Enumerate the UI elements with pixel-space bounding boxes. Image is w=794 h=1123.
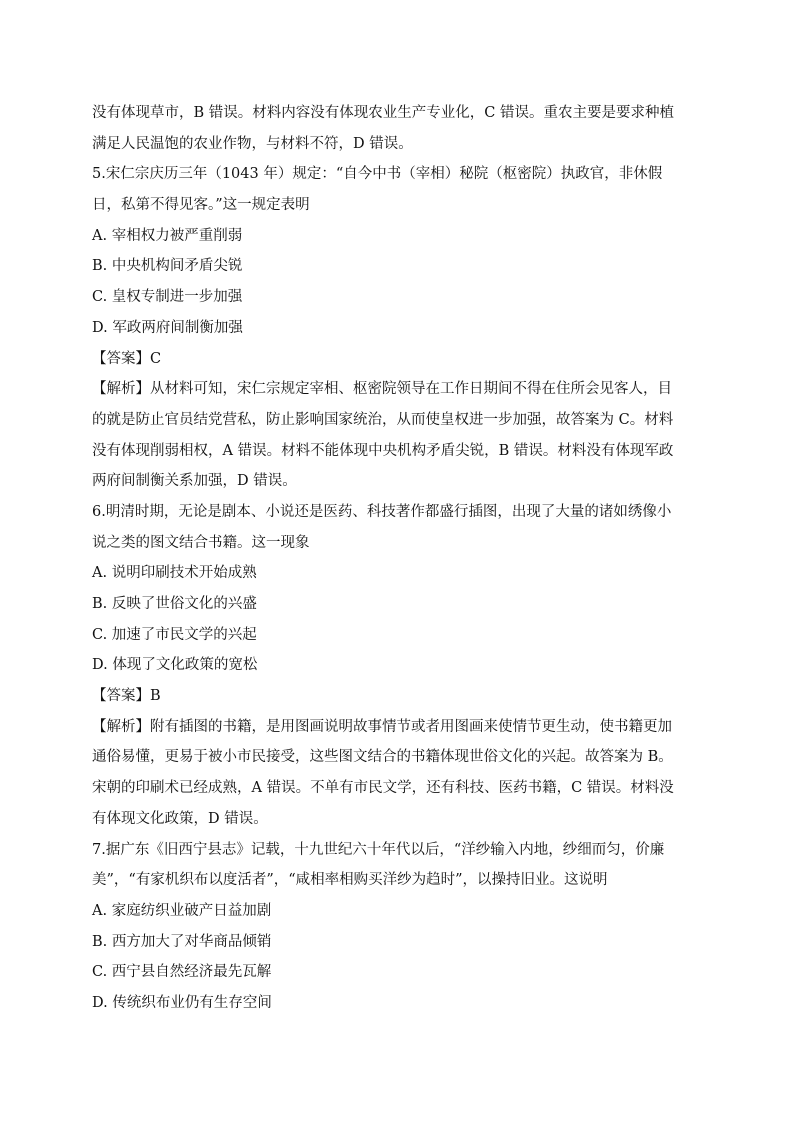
question-6-analysis: 宋朝的印刷术已经成熟，A 错误。不单有市民文学，还有科技、医药书籍，C 错误。材料没 [92, 780, 674, 797]
question-5-analysis: 的就是防止官员结党营私，防止影响国家统治，从而使皇权进一步加强，故答案为 C。材料 [92, 411, 674, 428]
question-7-option-b: B. 西方加大了对华商品倾销 [92, 933, 272, 950]
text-line: 没有体现草市，B 错误。材料内容没有体现农业生产专业化，C 错误。重农主要是要求种植 [92, 105, 674, 121]
question-6-analysis: 通俗易懂，更易于被小市民接受，这些图文结合的书籍体现世俗文化的兴起。故答案为 B。 [92, 749, 673, 766]
question-5-analysis: 没有体现削弱相权，A 错误。材料不能体现中央机构矛盾尖锐，B 错误。材料没有体现军政 [92, 442, 674, 459]
question-5-stem: 5.宋仁宗庆历三年（1043 年）规定：“自今中书（宰相）秘院（枢密院）执政官，非休假 [92, 166, 663, 183]
question-5-option-b: B. 中央机构间矛盾尖锐 [92, 258, 243, 275]
question-5-answer: 【答案】C [92, 350, 162, 367]
question-6-answer: 【答案】B [92, 688, 161, 705]
question-5-option-c: C. 皇权专制进一步加强 [92, 289, 243, 306]
question-5-analysis: 两府间制衡关系加强，D 错误。 [92, 473, 297, 490]
question-7-stem: 美”，“有家机织布以度活者”，“咸相率相购买洋纱为趋时”，以操持旧业。这说明 [92, 872, 608, 889]
question-7-option-c: C. 西宁县自然经济最先瓦解 [92, 964, 272, 981]
question-5-option-a: A. 宰相权力被严重削弱 [92, 227, 243, 244]
question-7-option-a: A. 家庭纺织业破产日益加剧 [92, 902, 272, 919]
question-6-option-a: A. 说明印刷技术开始成熟 [92, 565, 257, 582]
text-line: 满足人民温饱的农业作物，与材料不符，D 错误。 [92, 135, 413, 152]
question-7-option-d: D. 传统织布业仍有生存空间 [92, 994, 272, 1011]
document-page [92, 98, 716, 1019]
question-6-option-c: C. 加速了市民文学的兴起 [92, 626, 257, 643]
question-6-option-b: B. 反映了世俗文化的兴盛 [92, 596, 257, 612]
question-5-option-d: D. 军政两府间制衡加强 [92, 319, 243, 336]
question-6-analysis: 【解析】附有插图的书籍，是用图画说明故事情节或者用图画来使情节更生动，使书籍更加 [92, 718, 672, 735]
question-5-stem: 日，私第不得见客。”这一规定表明 [92, 197, 310, 214]
question-7-stem: 7.据广东《旧西宁县志》记载，十九世纪六十年代以后，“洋纱输入内地，纱细而匀，价廉 [92, 841, 665, 858]
question-6-stem: 说之类的图文结合书籍。这一现象 [92, 534, 310, 551]
question-5-analysis: 【解析】从材料可知，宋仁宗规定宰相、枢密院领导在工作日期间不得在住所会见客人，目 [92, 381, 672, 398]
question-6-analysis: 有体现文化政策，D 错误。 [92, 810, 268, 827]
question-6-option-d: D. 体现了文化政策的宽松 [92, 657, 258, 674]
question-6-stem: 6.明清时期，无论是剧本、小说还是医药、科技著作都盛行插图，出现了大量的诸如绣像小 [92, 503, 672, 520]
